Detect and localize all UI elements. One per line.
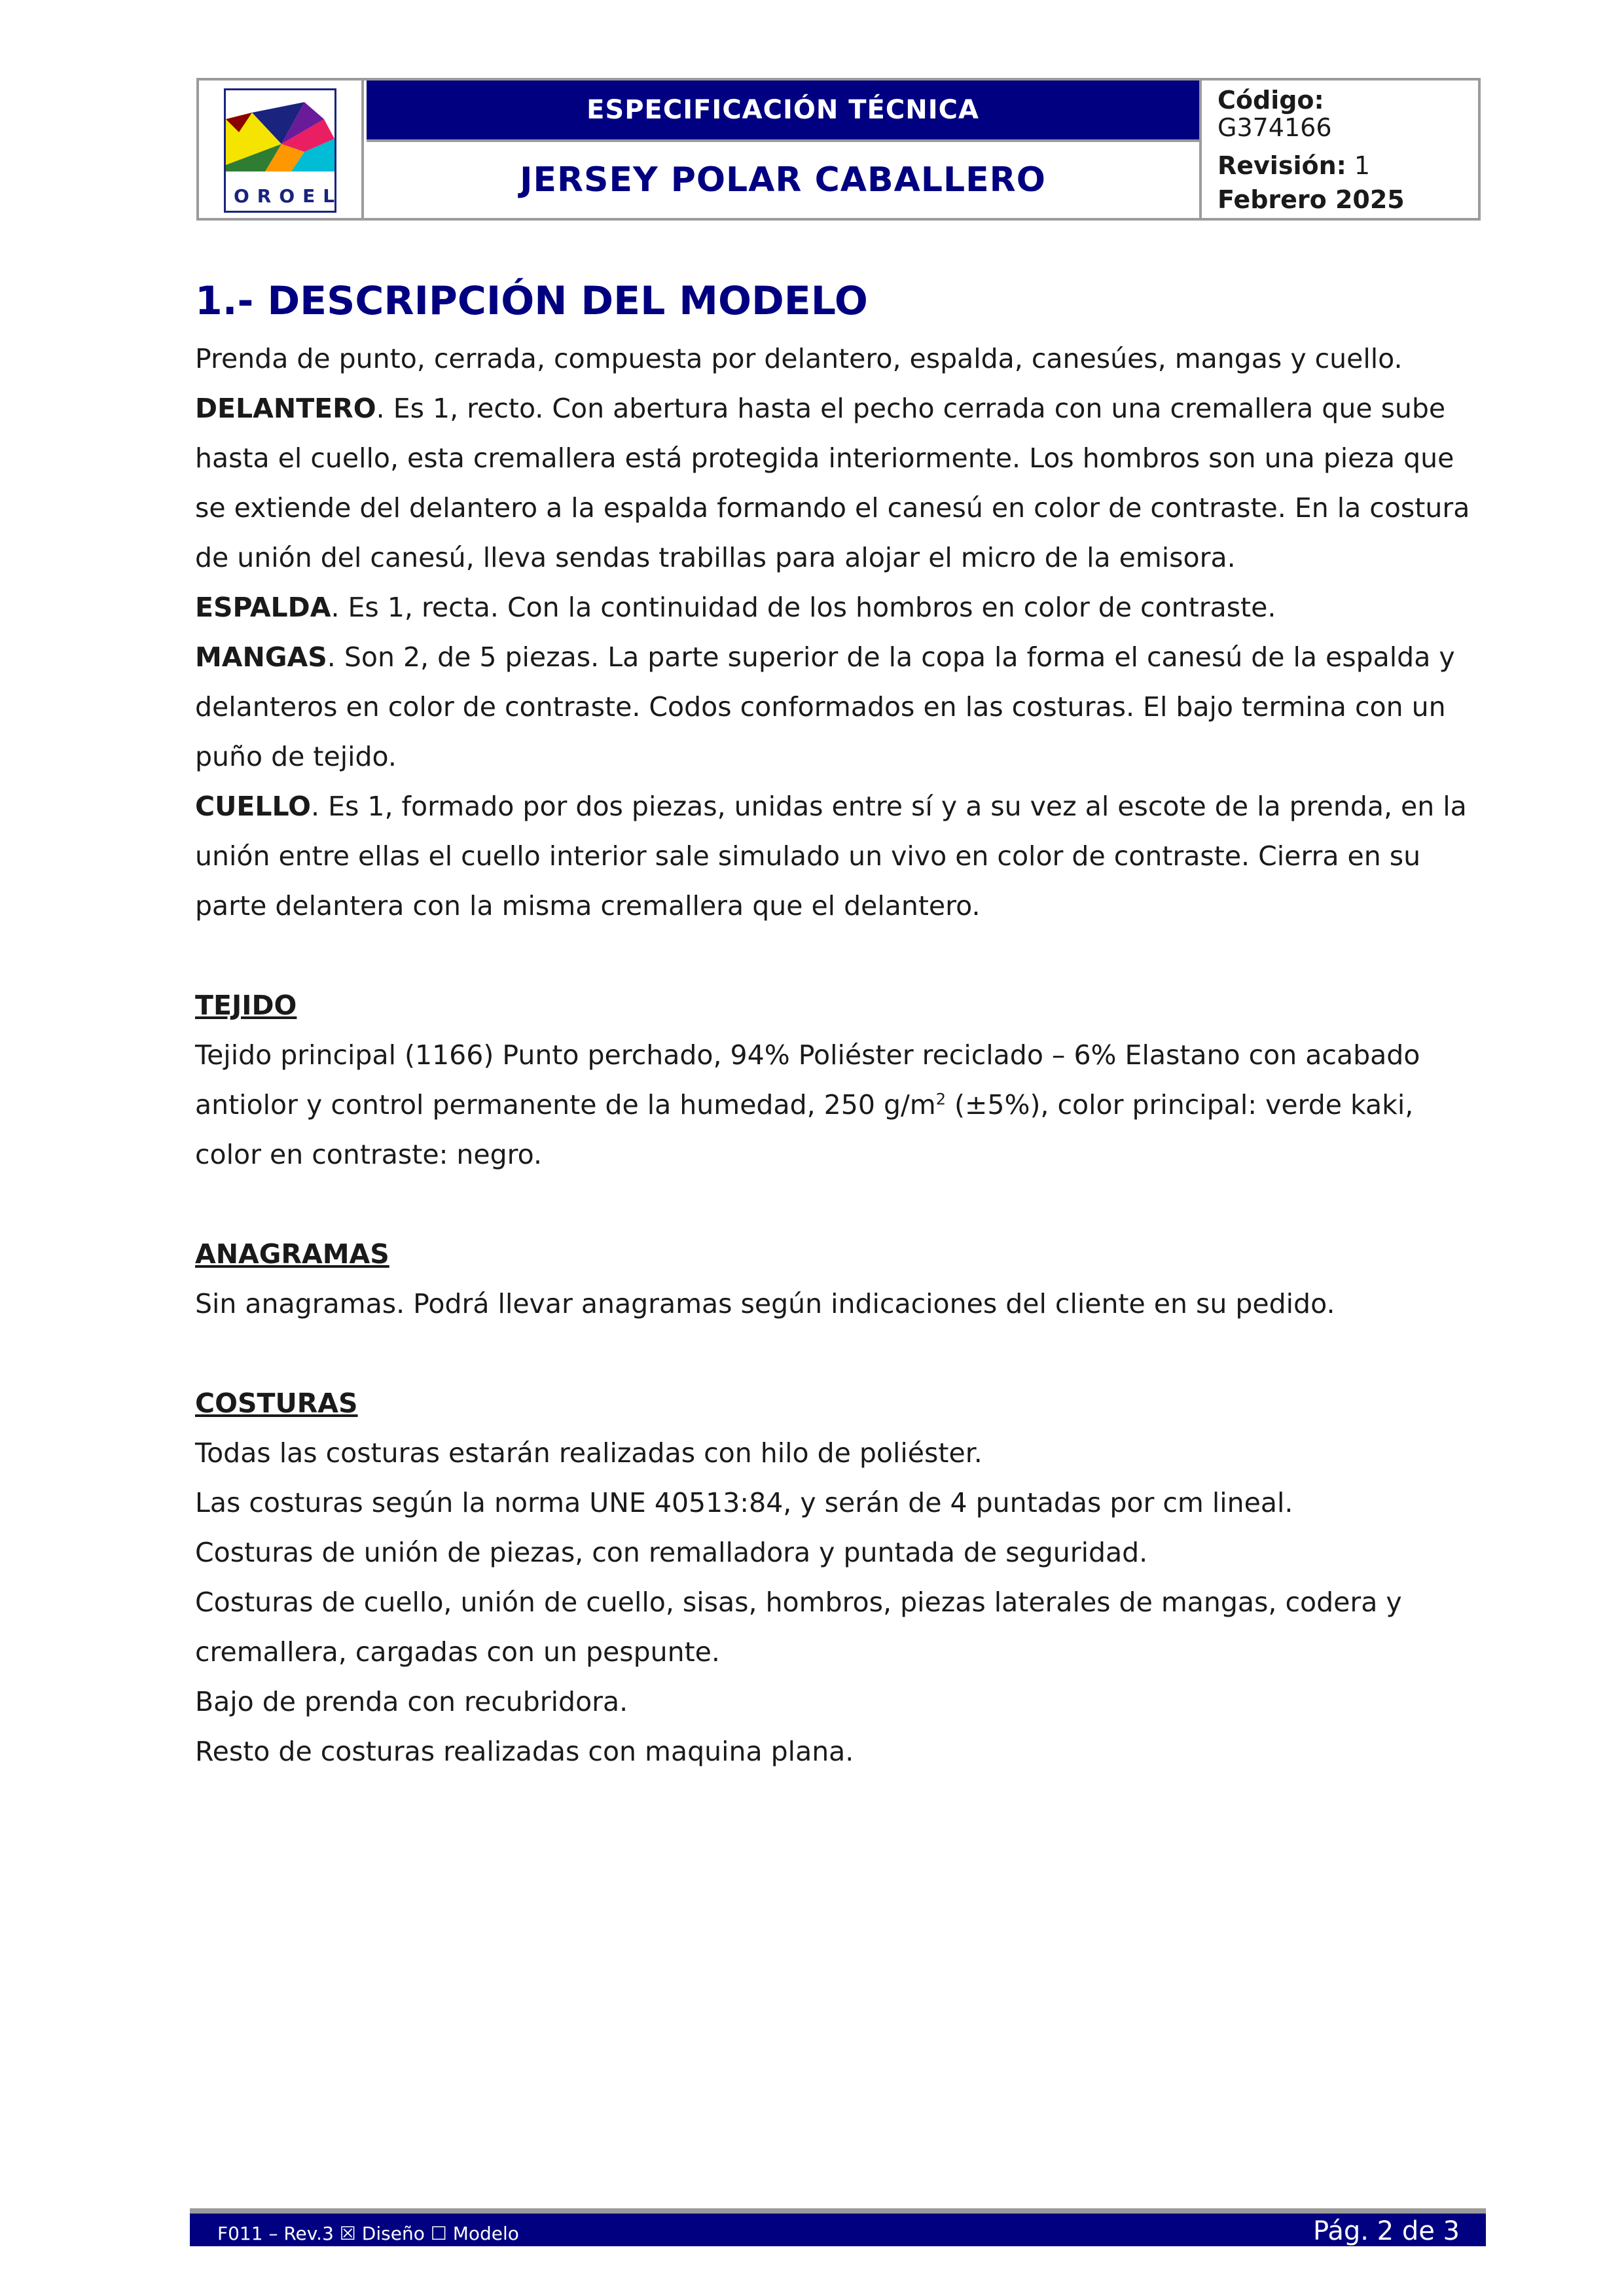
costuras-heading: COSTURAS xyxy=(195,1388,358,1419)
code-value: G374166 xyxy=(1218,113,1332,142)
espalda-text: . Es 1, recta. Con la continuidad de los hombros en color de contraste. xyxy=(331,592,1276,623)
intro-paragraph: Prenda de punto, cerrada, compuesta por delantero, espalda, canesúes, mangas y cuello. xyxy=(195,343,1403,374)
footer-form-ref: F011 – Rev.3 ☒ Diseño ☐ Modelo xyxy=(217,2223,519,2244)
page-number: Pág. 2 de 3 xyxy=(1313,2216,1460,2246)
costuras-line: Las costuras según la norma UNE 40513:84, y serán de 4 puntadas por cm lineal. xyxy=(195,1487,1293,1518)
logo-mark-icon xyxy=(226,93,334,171)
costuras-line: Todas las costuras estarán realizadas con hilo de poliéster. xyxy=(195,1437,983,1469)
mangas-text: . Son 2, de 5 piezas. La parte superior de la copa la forma el canesú de la espalda y delanteros en color de contraste. Codos conformados en las costuras. El bajo termina con un puño de tejido. xyxy=(195,641,1455,772)
doc-type-title: ESPECIFICACIÓN TÉCNICA xyxy=(367,81,1199,142)
mangas-paragraph xyxy=(195,632,1485,781)
tejido-text-after: (±5%), color principal: verde kaki, color en contraste: negro. xyxy=(195,1089,1414,1170)
delantero-paragraph xyxy=(195,384,1485,583)
code-label: Código: xyxy=(1218,86,1324,115)
cuello-text: . Es 1, formado por dos piezas, unidas entre sí y a su vez al escote de la prenda, en la unión entre ellas el cuello interior sale simulado un vivo en color de contraste. Cierra en su parte delantera con la misma cremallera que el delantero. xyxy=(195,791,1467,922)
tejido-superscript: 2 xyxy=(935,1090,947,1109)
section-title: 1.- DESCRIPCIÓN DEL MODELO xyxy=(195,278,868,324)
anagramas-heading: ANAGRAMAS xyxy=(195,1238,389,1270)
cuello-label: CUELLO xyxy=(195,791,312,822)
oroel-logo xyxy=(224,88,343,213)
delantero-label: DELANTERO xyxy=(195,393,376,424)
costuras-line: Costuras de cuello, unión de cuello, sisas, hombros, piezas laterales de mangas, codera y cremallera, cargadas con un pespunte. xyxy=(195,1587,1402,1668)
mangas-label: MANGAS xyxy=(195,641,327,673)
espalda-label: ESPALDA xyxy=(195,592,331,623)
document-body xyxy=(195,275,1485,1776)
costuras-line: Costuras de unión de piezas, con remalladora y puntada de seguridad. xyxy=(195,1537,1148,1568)
espalda-paragraph xyxy=(195,583,1485,632)
logo-cell xyxy=(199,81,364,218)
product-title: JERSEY POLAR CABALLERO xyxy=(520,160,1046,200)
logo-text: OROEL xyxy=(234,185,343,207)
tejido-paragraph xyxy=(195,1030,1485,1179)
cuello-paragraph xyxy=(195,781,1485,931)
date: Febrero 2025 xyxy=(1218,185,1405,214)
meta-cell xyxy=(1199,81,1478,218)
tejido-text-before: Tejido principal (1166) Punto perchado, 94% Poliéster reciclado – 6% Elastano con acabado antiolor y control permanente de la humedad, 250 g/m xyxy=(195,1039,1420,1121)
revision-line xyxy=(1218,151,1370,180)
document-header xyxy=(196,78,1481,221)
tejido-heading: TEJIDO xyxy=(195,990,297,1021)
delantero-text: . Es 1, recto. Con abertura hasta el pecho cerrada con una cremallera que sube hasta el cuello, esta cremallera está protegida interiormente. Los hombros son una pieza que se extiende del delantero a la espalda formando el canesú en color de contraste. En la costura de unión del canesú, lleva sendas trabillas para alojar el micro de la emisora. xyxy=(195,393,1470,573)
document-footer xyxy=(190,2208,1486,2246)
revision-label: Revisión: xyxy=(1218,151,1346,180)
costuras-line: Resto de costuras realizadas con maquina plana. xyxy=(195,1736,854,1767)
anagramas-paragraph: Sin anagramas. Podrá llevar anagramas según indicaciones del cliente en su pedido. xyxy=(195,1288,1335,1319)
costuras-line: Bajo de prenda con recubridora. xyxy=(195,1686,628,1717)
revision-value: 1 xyxy=(1354,151,1371,180)
